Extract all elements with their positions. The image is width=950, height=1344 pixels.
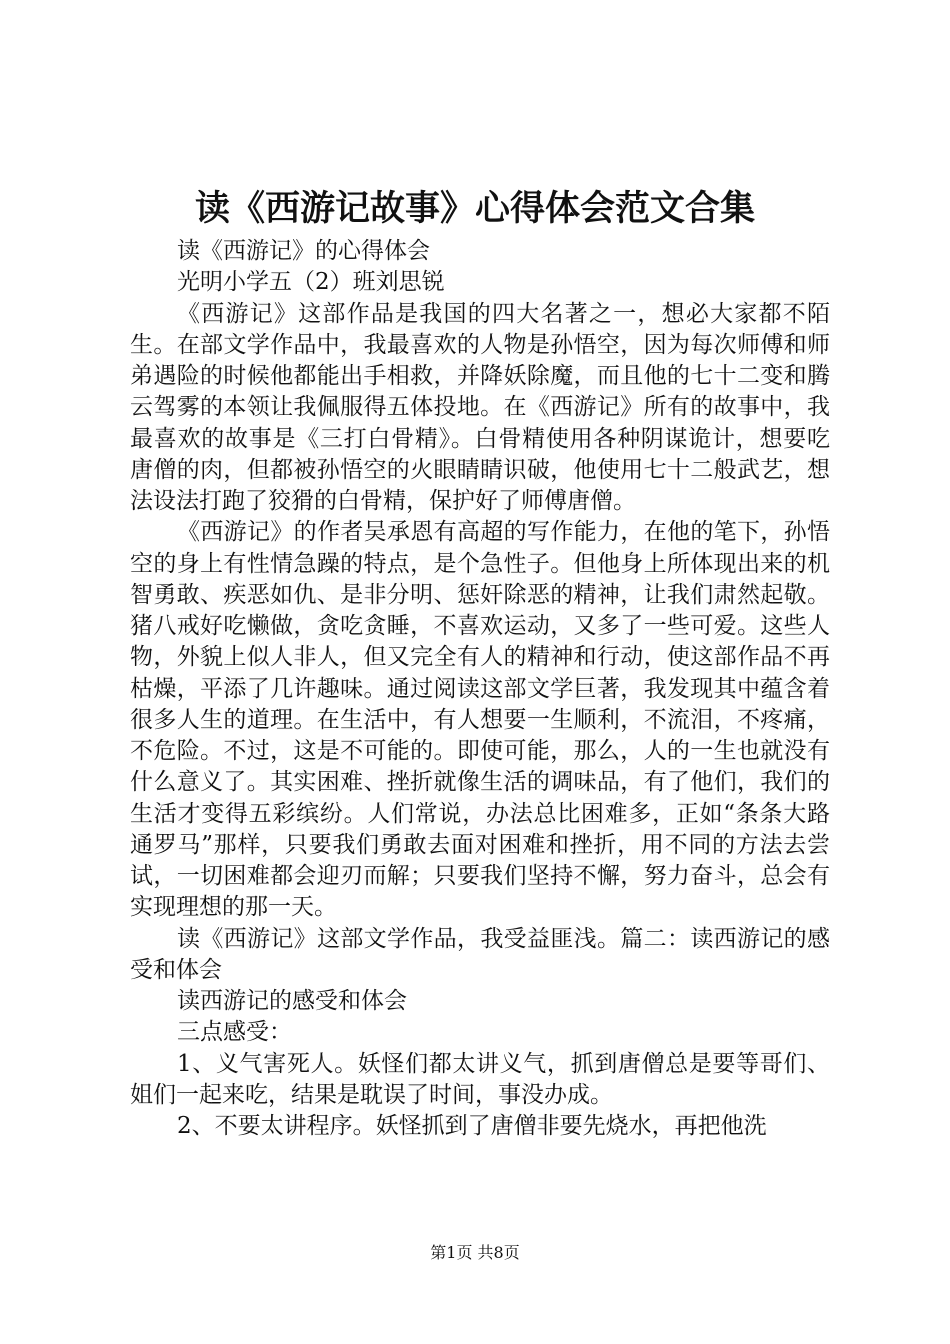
author-line: 光明小学五（2）班刘思锐	[177, 269, 445, 296]
document-title: 读《西游记故事》心得体会范文合集	[194, 188, 755, 229]
list-item: 2、不要太讲程序。妖怪抓到了唐僧非要先烧水，再把他洗	[177, 1113, 767, 1139]
document-body	[130, 236, 830, 1142]
list-heading: 三点感受：	[177, 1019, 292, 1046]
section-heading: 读西游记的感受和体会	[177, 988, 407, 1014]
page-number-footer: 第1页 共8页	[430, 1243, 520, 1262]
paragraph: 《西游记》这部作品是我国的四大名著之一，想必大家都不陌生。在部文学作品中，我最喜欢的人物是孙悟空，因为每次师傅和师弟遇险的时候他都能出手相救，并降妖除魔，而且他的七十二变和腾云驾雾的本领让我佩服得五体投地。在《西游记》所有的故事中，我最喜欢的故事是《三打白骨精》。白骨精使用各种阴谋诡计，想要吃唐僧的肉，但都被孙悟空的火眼睛睛识破，他使用七十二般武艺，想法设法打跑了狡猾的白骨精，保护好了师傅唐僧。	[130, 300, 830, 514]
list-item: 1、义气害死人。妖怪们都太讲义气，抓到唐僧总是要等哥们、姐们一起来吃，结果是耽误了时间，事没办成。	[130, 1050, 830, 1108]
section-heading: 读《西游记》的心得体会	[177, 238, 430, 264]
paragraph: 读《西游记》这部文学作品，我受益匪浅。篇二：读西游记的感受和体会	[130, 925, 830, 983]
paragraph: 《西游记》的作者吴承恩有高超的写作能力，在他的笔下，孙悟空的身上有性情急躁的特点，是个急性子。但他身上所体现出来的机智勇敢、疾恶如仇、是非分明、惩奸除恶的精神，让我们肃然起敬。猪八戒好吃懒做，贪吃贪睡，不喜欢运动，又多了一些可爱。这些人物，外貌上似人非人，但又完全有人的精神和行动，使这部作品不再枯燥，平添了几许趣味。通过阅读这部文学巨著，我发现其中蕴含着很多人生的道理。在生活中，有人想要一生顺利，不流泪，不疼痛，不危险。不过，这是不可能的。即使可能，那么，人的一生也就没有什么意义了。其实困难、挫折就像生活的调味品，有了他们，我们的生活才变得五彩缤纷。人们常说，办法总比困难多，正如“条条大路通罗马”那样，只要我们勇敢去面对困难和挫折，用不同的方法去尝试，一切困难都会迎刃而解；只要我们坚持不懈，努力奋斗，总会有实现理想的那一天。	[130, 519, 830, 921]
